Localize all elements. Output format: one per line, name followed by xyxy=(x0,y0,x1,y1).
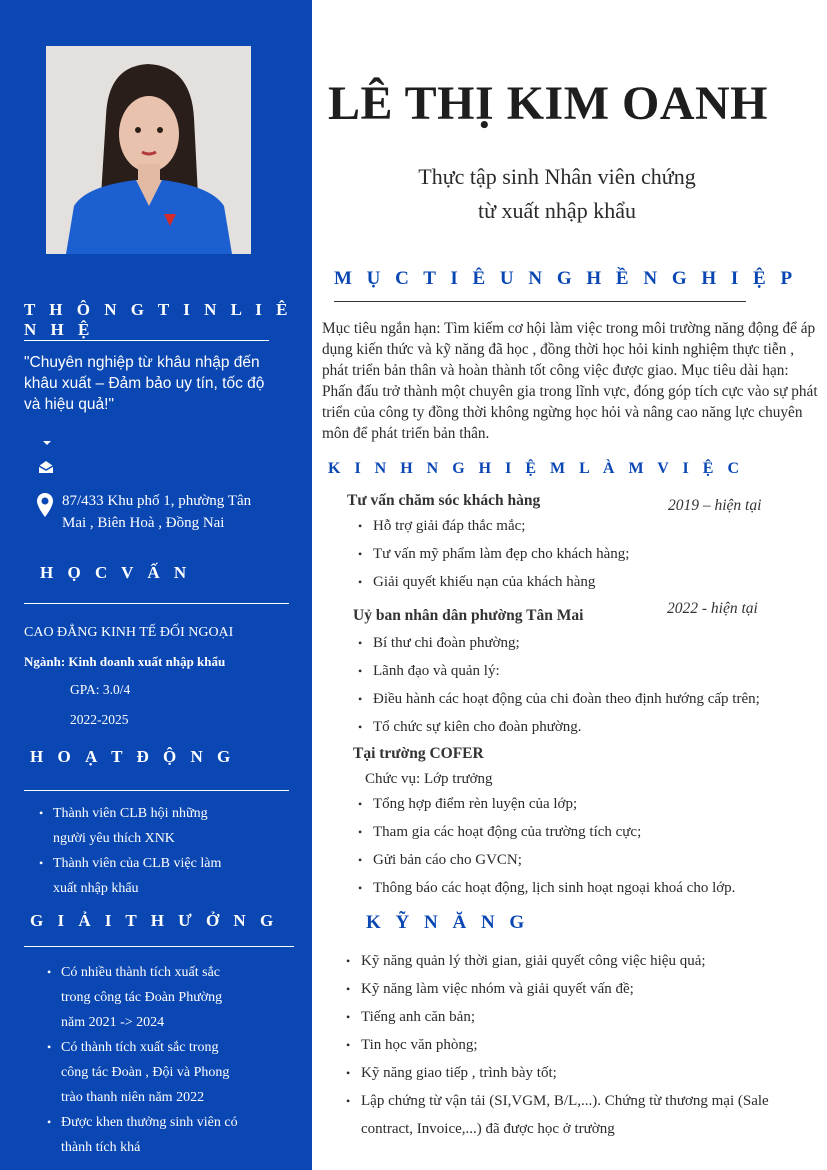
objective-divider xyxy=(334,301,746,302)
education-gpa: GPA: 3.0/4 xyxy=(70,682,131,697)
list-item-continued: thành tích khá xyxy=(61,1140,141,1155)
job-title-1: Tư vấn chăm sóc khách hàng xyxy=(347,492,541,509)
list-item: • Được khen thưởng sinh viên có xyxy=(47,1115,238,1130)
list-item: • Tư vấn mỹ phẩm làm đẹp cho khách hàng; xyxy=(358,546,630,562)
education-years: 2022-2025 xyxy=(70,712,129,727)
list-item: • Thông báo các hoạt động, lịch sinh hoạt ngoại khoá cho lớp. xyxy=(358,880,736,896)
awards-divider xyxy=(24,946,294,947)
candidate-name: LÊ THỊ KIM OANH xyxy=(328,77,769,130)
job-role-3: Chức vụ: Lớp trưởng xyxy=(365,771,493,787)
job-title-subtitle xyxy=(312,160,802,228)
job-date-2: 2022 - hiện tại xyxy=(667,600,758,617)
list-item: • Tin học văn phòng; xyxy=(346,1037,478,1053)
education-heading: H Ọ C V Ấ N xyxy=(40,563,192,582)
job-title-3: Tại trường COFER xyxy=(353,745,484,762)
activities-divider xyxy=(24,790,289,791)
list-item-continued: trong công tác Đoàn Phường xyxy=(61,990,223,1005)
job-date-1: 2019 – hiện tại xyxy=(668,497,762,514)
education-major: Ngành: Kinh doanh xuất nhập khẩu xyxy=(24,654,226,669)
list-item: • Có thành tích xuất sắc trong xyxy=(47,1040,219,1055)
portrait-image xyxy=(46,46,251,254)
list-item: • Gửi bản cáo cho GVCN; xyxy=(358,852,522,868)
job-1-bullets xyxy=(358,512,630,596)
list-item: • Giải quyết khiếu nạn của khách hàng xyxy=(358,574,596,590)
subtitle-line-2: từ xuất nhập khẩu xyxy=(478,198,636,223)
list-item-continued: người yêu thích XNK xyxy=(53,831,175,846)
education-divider xyxy=(24,603,289,604)
objective-text: Mục tiêu ngắn hạn: Tìm kiếm cơ hội làm việc trong môi trường năng động để áp dụng kiến thức và kỹ năng đã học , đồng thời học hỏi kinh nghiệm thực tiễn , phát triển bản thân và hoàn thành tốt công việc được giao. Mục tiêu dài hạn: Phấn đấu trở thành một chuyên gia trong lĩnh vực, đóng góp tích cực vào sự phát triển của công ty đồng thời không ngừng học hỏi và nâng cao năng lực chuyên môn để phát triển bản thân. xyxy=(322,320,818,442)
subtitle-line-1: Thực tập sinh Nhân viên chứng xyxy=(418,164,696,189)
list-item: • Điều hành các hoạt động của chi đoàn theo định hướng cấp trên; xyxy=(358,691,760,707)
activities-list xyxy=(39,801,222,901)
awards-list xyxy=(47,960,238,1160)
list-item: • Tiếng anh căn bản; xyxy=(346,1009,476,1025)
objective-heading: M Ụ C T I Ê U N G H Ề N G H I Ệ P xyxy=(334,268,798,289)
list-item: • Tham gia các hoạt động của trường tích cực; xyxy=(358,824,642,840)
education-school: CAO ĐẲNG KINH TẾ ĐỐI NGOẠI xyxy=(24,625,234,640)
list-item: • Kỹ năng giao tiếp , trình bày tốt; xyxy=(346,1065,557,1081)
contact-divider xyxy=(24,340,269,341)
list-item: • Bí thư chi đoàn phường; xyxy=(358,635,520,651)
skills-heading: K Ỹ N Ă N G xyxy=(366,912,530,933)
contact-heading: T H Ô N G T I N L I Ê N H Ệ xyxy=(24,300,293,339)
job-title-2: Uỷ ban nhân dân phường Tân Mai xyxy=(353,607,584,624)
list-item-continued: trào thanh niên năm 2022 xyxy=(61,1090,205,1105)
job-2-bullets xyxy=(358,629,760,741)
list-item: • Lãnh đạo và quản lý: xyxy=(358,663,500,679)
list-item-continued: contract, Invoice,...) đã được học ở trường xyxy=(361,1121,615,1137)
profile-photo xyxy=(46,46,251,254)
list-item-continued: công tác Đoàn , Đội và Phong xyxy=(61,1065,230,1080)
mail-icon xyxy=(38,460,54,474)
list-item-continued: xuất nhập khẩu xyxy=(53,881,139,896)
location-pin-icon xyxy=(36,492,54,518)
address-line-2: Mai , Biên Hoà , Đồng Nai xyxy=(62,515,225,531)
experience-heading: K I N H N G H I Ệ M L À M V I Ệ C xyxy=(328,460,744,477)
list-item: • Hỗ trợ giải đáp thắc mắc; xyxy=(358,518,526,534)
list-item: • Thành viên của CLB việc làm xyxy=(39,856,222,871)
list-item: • Thành viên CLB hội những xyxy=(39,806,208,821)
list-item: • Kỹ năng quản lý thời gian, giải quyết công việc hiệu quả; xyxy=(346,953,706,969)
list-item: • Tổ chức sự kiên cho đoàn phường. xyxy=(358,719,582,735)
job-3-bullets xyxy=(358,790,736,902)
list-item: • Lập chứng từ vận tải (SI,VGM, B/L,...). Chứng từ thương mại (Sale xyxy=(346,1093,769,1109)
phone-icon xyxy=(42,440,52,446)
skills-list xyxy=(346,947,769,1143)
list-item: • Có nhiều thành tích xuất sắc xyxy=(47,965,221,980)
list-item: • Tổng hợp điểm rèn luyện của lớp; xyxy=(358,796,578,812)
activities-heading: H O Ạ T Đ Ộ N G xyxy=(30,747,236,766)
contact-quote: "Chuyên nghiệp từ khâu nhập đến khâu xuất – Đảm bảo uy tín, tốc độ và hiệu quả!" xyxy=(24,354,265,413)
address-line-1: 87/433 Khu phố 1, phường Tân xyxy=(62,493,252,509)
sidebar xyxy=(0,0,312,1170)
awards-heading: G I Ả I T H Ư Ở N G xyxy=(30,911,279,930)
list-item-continued: năm 2021 -> 2024 xyxy=(61,1015,165,1030)
list-item: • Kỹ năng làm việc nhóm và giải quyết vấn đề; xyxy=(346,981,634,997)
